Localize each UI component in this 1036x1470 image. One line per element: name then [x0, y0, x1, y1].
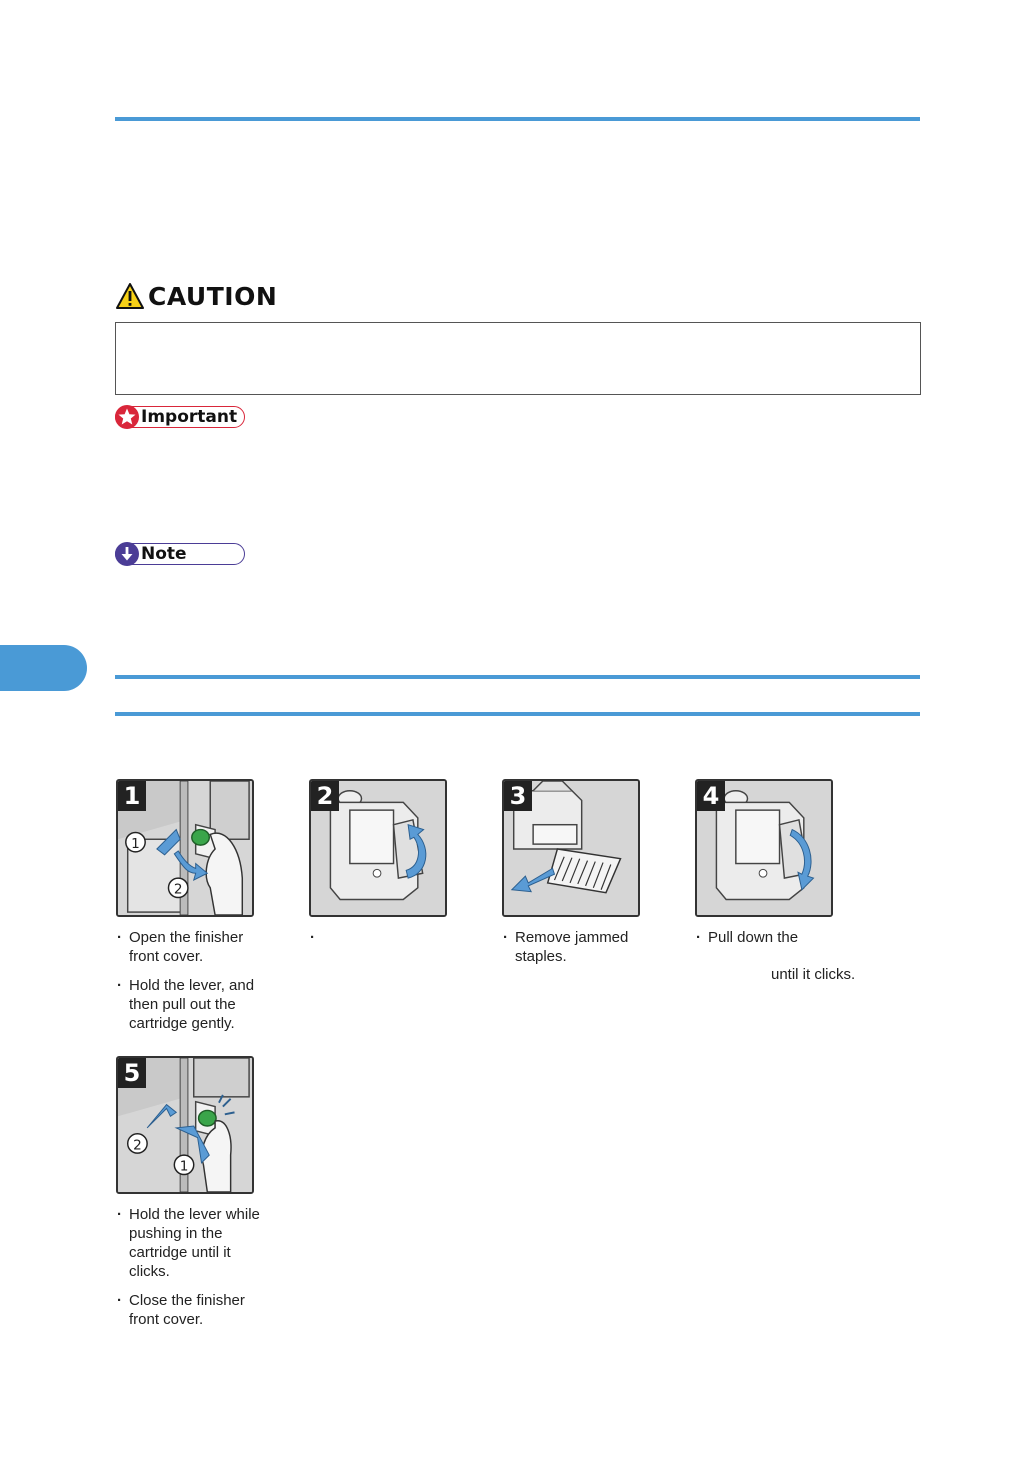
warning-triangle-icon [115, 282, 145, 310]
svg-text:2: 2 [173, 881, 183, 898]
step-1-caption [116, 928, 286, 1043]
step-3-illustration [502, 779, 640, 917]
svg-text:1: 1 [179, 1158, 189, 1175]
section-rule-bottom [115, 712, 920, 716]
step-4-number: 4 [697, 781, 725, 811]
caption-continuation: until it clicks. [771, 966, 856, 983]
step-2-illustration [309, 779, 447, 917]
step-4-illustration [695, 779, 833, 917]
step-2-caption [309, 928, 479, 938]
important-badge [115, 406, 245, 428]
star-icon [114, 404, 140, 430]
step-5-caption [116, 1205, 286, 1339]
step-1-number: 1 [118, 781, 146, 811]
step-2-number: 2 [311, 781, 339, 811]
caption-bullet: · Hold the lever while pushing in the cartridge until it clicks. [116, 1205, 286, 1281]
note-badge [115, 543, 245, 565]
chapter-tab [0, 645, 87, 691]
note-label: Note [141, 544, 187, 564]
step-5-number: 5 [118, 1058, 146, 1088]
caption-bullet: · Pull down the [695, 928, 895, 947]
caption-bullet: · Hold the lever, and then pull out the cartridge gently. [116, 976, 286, 1033]
caption-bullet: · Close the finisher front cover. [116, 1291, 286, 1329]
caution-heading [115, 280, 277, 312]
caution-label: CAUTION [148, 281, 278, 311]
step-3-caption [502, 928, 672, 976]
step-1-illustration [116, 779, 254, 917]
svg-text:1: 1 [131, 836, 140, 852]
section-rule-top [115, 675, 920, 679]
step-4-caption [695, 928, 895, 994]
down-arrow-icon [114, 541, 140, 567]
header-rule [115, 117, 920, 121]
caption-bullet: · Open the finisher front cover. [116, 928, 286, 966]
svg-text:2: 2 [133, 1137, 142, 1154]
caution-box [115, 322, 921, 395]
important-label: Important [141, 407, 238, 427]
caption-bullet: · Remove jammed staples. [502, 928, 672, 966]
step-3-number: 3 [504, 781, 532, 811]
step-5-illustration [116, 1056, 254, 1194]
